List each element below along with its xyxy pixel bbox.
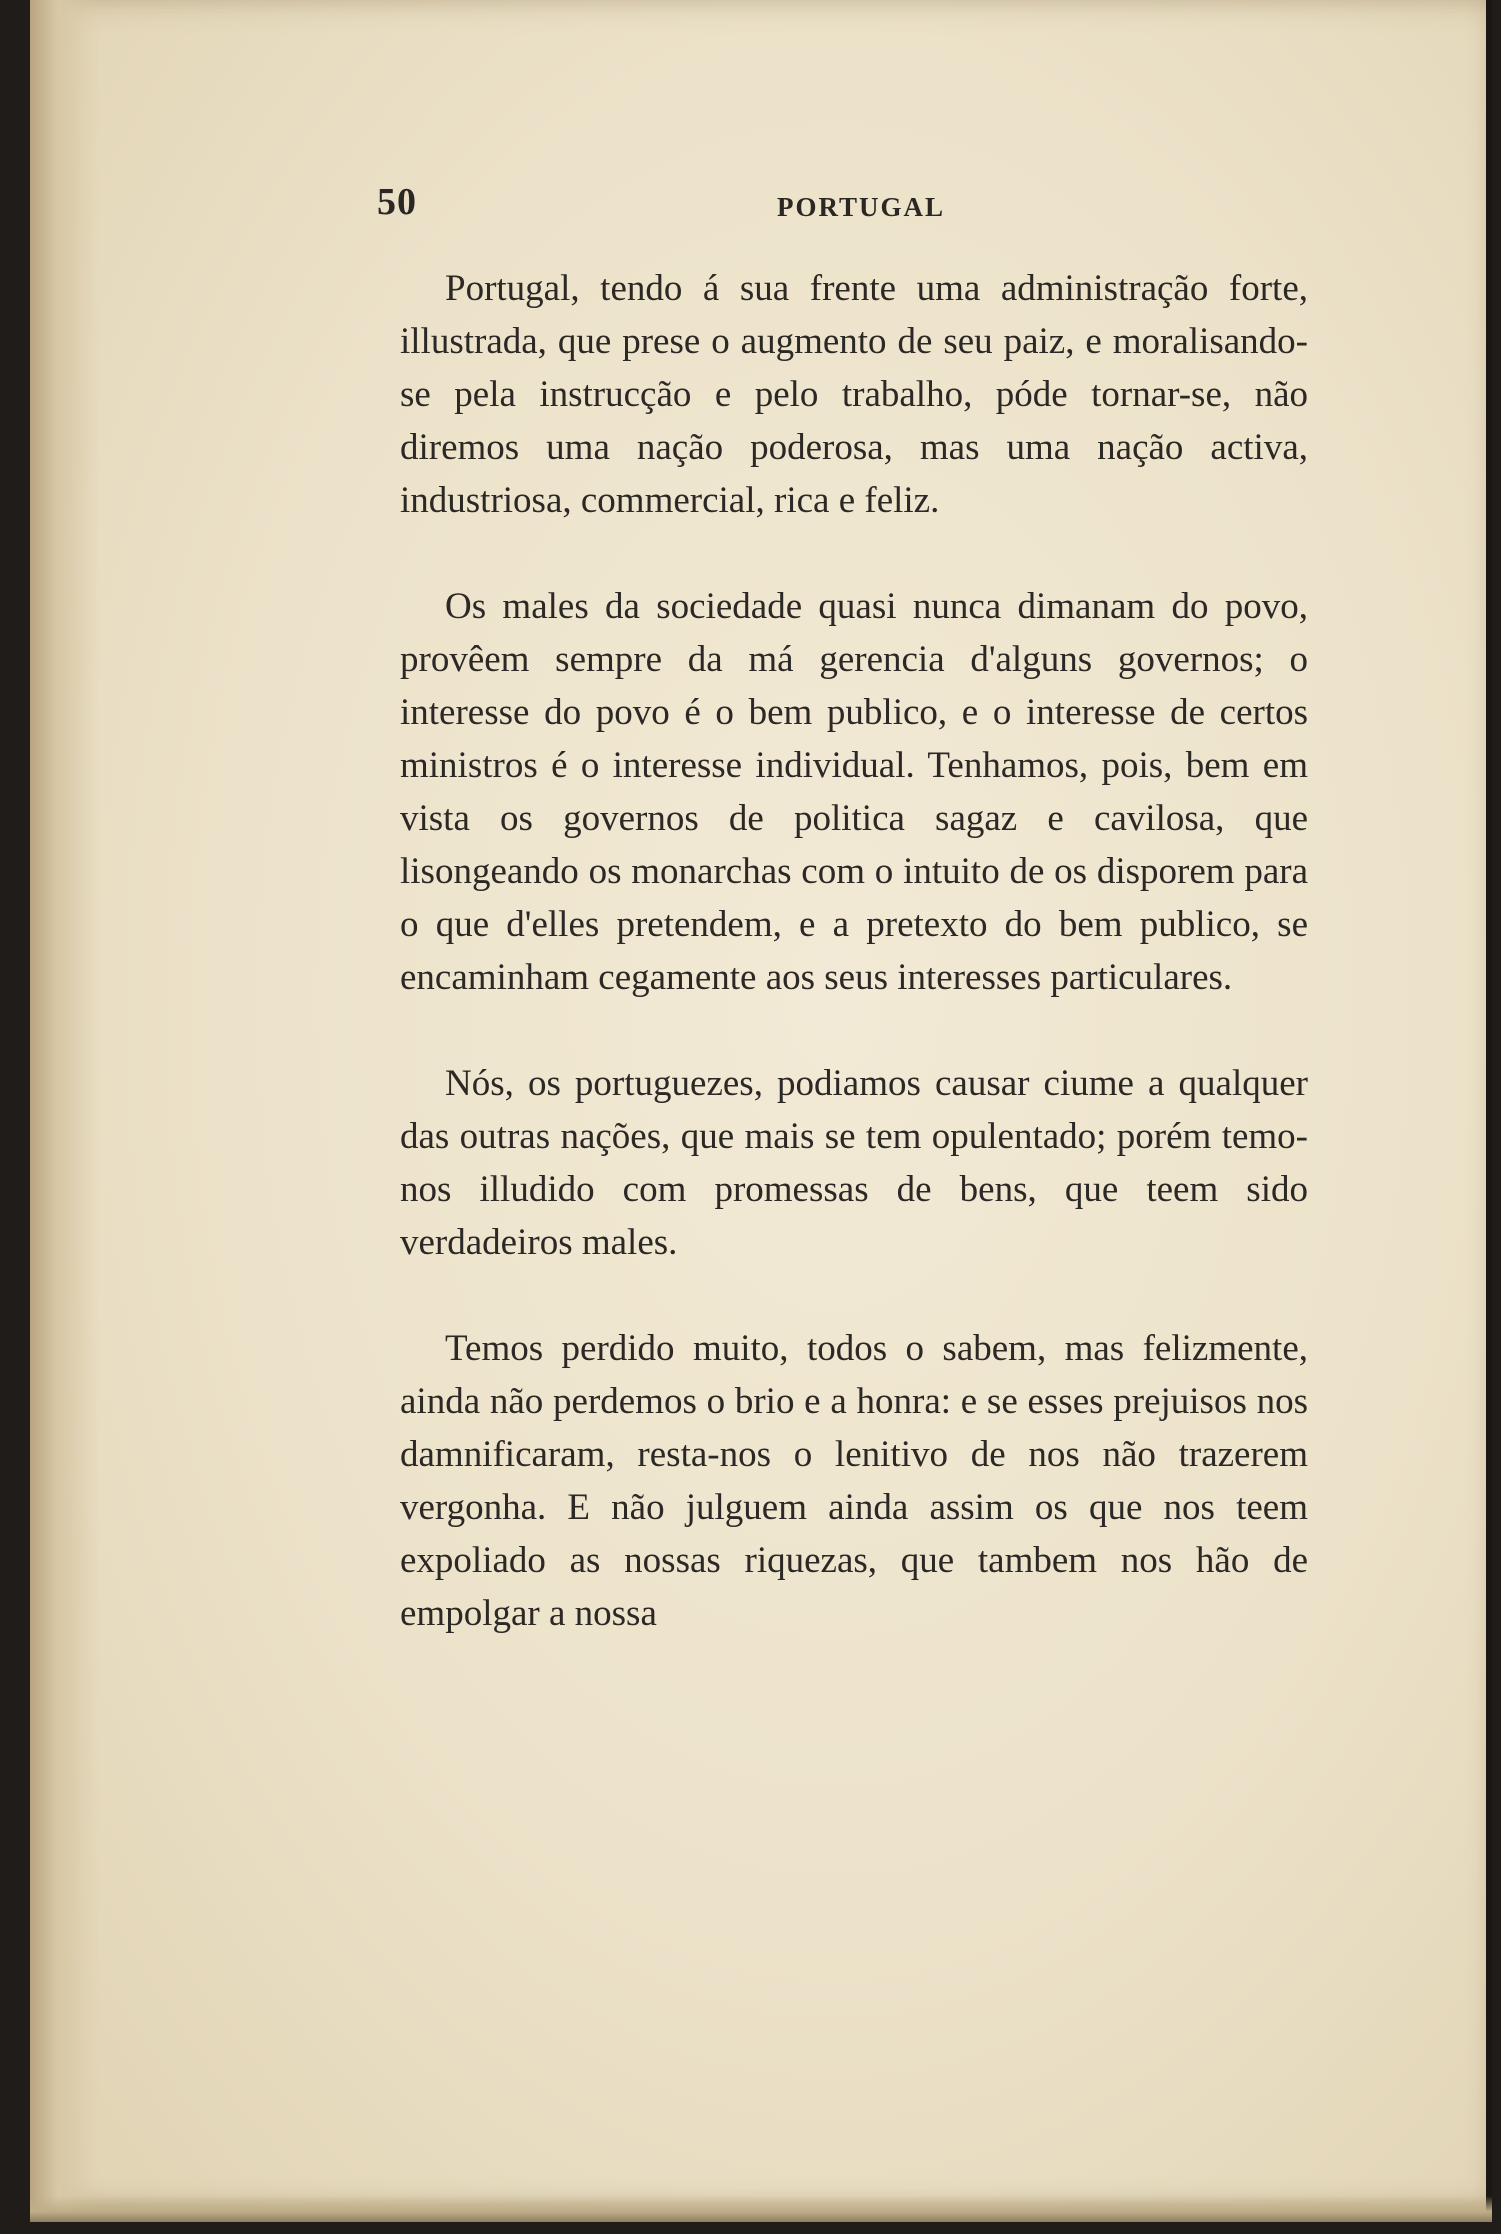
page-number: 50 [377,181,417,223]
book-page [30,0,1492,2222]
paragraph-1: Portugal, tendo á sua frente uma administração forte, illustrada, que prese o augmento de seu paiz, e moralisando-se pela instrucção e pelo trabalho, póde tornar-se, não diremos uma nação poderosa, mas uma nação activa, industriosa, commercial, rica e feliz. [400,268,1308,521]
paragraph-3: Nós, os portuguezes, podiamos causar ciume a qualquer das outras nações, que mais se tem opulentado; porém temo-nos illudido com promessas de bens, que teem sido verdadeiros males. [400,1063,1308,1263]
paragraph-4: Temos perdido muito, todos o sabem, mas felizmente, ainda não perdemos o brio e a honra: e se esses prejuisos nos damnificaram, resta-nos o lenitivo de nos não trazerem vergonha. E não julguem ainda assim os que nos teem expoliado as nossas riquezas, que tambem nos hão de empolgar a nossa [400,1328,1308,1634]
page-gutter-shadow [30,0,100,2222]
running-title: PORTUGAL [777,192,946,222]
page-right-edge [1486,0,1492,2222]
page-bottom-edge [30,2196,1492,2222]
running-head [377,180,1317,230]
body-text [400,262,1308,1640]
paragraph-2: Os males da sociedade quasi nunca dimanam do povo, provêem sempre da má gerencia d'alguns governos; o interesse do povo é o bem publico, e o interesse de certos ministros é o interesse individual. Tenhamos, pois, bem em vista os governos de politica sagaz e cavilosa, que lisongeando os monarchas com o intuito de os disporem para o que d'elles pretendem, e a pretexto do bem publico, se encaminham cegamente aos seus interesses particulares. [400,586,1308,998]
